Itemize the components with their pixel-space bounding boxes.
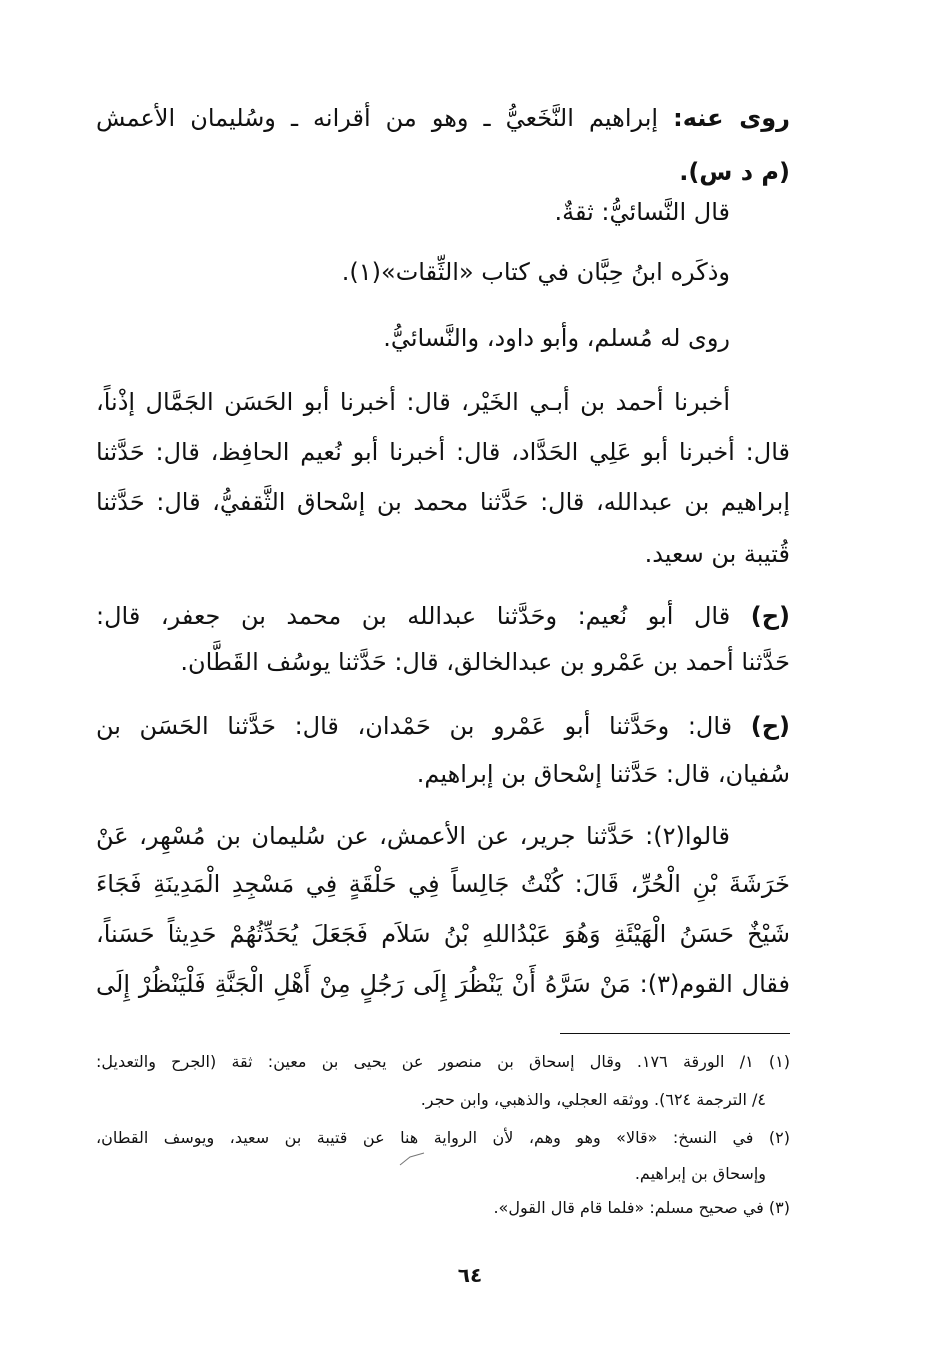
text-line-2: [679, 152, 790, 192]
page-number: ٦٤: [457, 1263, 483, 1287]
line-12-label: (ح): [750, 712, 790, 740]
line-15-text: خَرَشَةَ بْنِ الْحُرِّ، قَالَ: كُنْتُ جَالِساً فِي حَلْقَةٍ فِي مَسْجِدِ الْمَدِينَةِ فَجَاءَ: [96, 870, 790, 898]
pen-mark: [398, 1151, 426, 1167]
text-line-14: [96, 816, 730, 856]
line-2-label: (م د س).: [679, 158, 790, 186]
text-line-16: [96, 914, 790, 954]
text-line-15: [96, 864, 790, 904]
line-10-text: قال أبو نُعيم: وحَدَّثنا عبدالله بن محمد بن جعفر، قال:: [96, 602, 751, 630]
text-line-6: [96, 382, 730, 422]
footnote-3: (٣) في صحيح مسلم: «فلما قام قال القول».: [493, 1198, 790, 1217]
line-4-text: وذكَره ابنُ حِبَّان في كتاب «الثِّقات»(١).: [341, 258, 730, 286]
line-9-text: قُتيبة بن سعيد.: [644, 540, 790, 568]
text-line-5: [383, 318, 730, 358]
line-17-text: فقال القوم(٣): مَنْ سَرَّهُ أَنْ يَنْظُرَ إِلَى رَجُلٍ مِنْ أَهْلِ الْجَنَّةِ فَلْيَنْظُرْ إِلَى: [96, 970, 791, 998]
line-1-text: إبراهيم النَّخَعيُّ ـ وهو من أقرانه ـ وسُليمان الأعمش: [96, 104, 674, 132]
line-1-label: روى عنه:: [673, 104, 790, 132]
text-line-10: [96, 596, 790, 636]
text-line-3: [554, 192, 730, 232]
text-line-1: [96, 98, 790, 138]
footnote-2-line-2: وإسحاق بن إبراهيم.: [634, 1164, 766, 1183]
line-7-text: قال: أخبرنا أبو عَلِي الحَدَّاد، قال: أخبرنا أبو نُعيم الحافِظ، قال: حَدَّثنا: [96, 438, 790, 466]
line-8-text: إبراهيم بن عبدالله، قال: حَدَّثنا محمد بن إسْحاق الثَّقفيُّ، قال: حَدَّثنا: [96, 488, 790, 516]
line-13-text: سُفيان، قال: حَدَّثنا إسْحاق بن إبراهيم.: [416, 760, 790, 788]
text-line-8: [96, 482, 790, 522]
text-line-7: [96, 432, 790, 472]
line-12-text: قال: وحَدَّثنا أبو عَمْرو بن حَمْدان، قال: حَدَّثنا الحَسَن بن: [96, 712, 751, 740]
line-11-text: حَدَّثنا أحمد بن عَمْرو بن عبدالخالق، قال: حَدَّثنا يوسُف القَطَّان.: [180, 648, 790, 676]
line-10-label: (ح): [750, 602, 790, 630]
line-5-text: روى له مُسلم، وأبو داود، والنَّسائيُّ.: [383, 324, 730, 352]
text-line-9: [645, 534, 790, 574]
text-line-4: [342, 252, 730, 292]
text-line-11: [180, 642, 790, 682]
footnote-separator: [560, 1033, 790, 1034]
text-line-13: [417, 754, 790, 794]
footnote-1-line-1: (١) ١/ الورقة ١٧٦. وقال إسحاق بن منصور عن يحيى بن معين: ثقة (الجرح والتعديل:: [96, 1052, 791, 1071]
footnote-2-line-1: (٢) في النسخ: «قالا» وهو وهم، لأن الرواية هنا عن قتيبة بن سعيد، ويوسف القطان،: [96, 1128, 790, 1147]
line-14-text: قالوا(٢): حَدَّثنا جرير، عن الأعمش، عن سُليمان بن مُسْهِر، عَنْ: [96, 822, 730, 850]
footnote-1-line-2: ٤/ الترجمة ٦٢٤). ووثقه العجلي، والذهبي، وابن حجر.: [420, 1090, 766, 1109]
text-line-17: [96, 964, 790, 1004]
line-6-text: أخبرنا أحمد بن أبـي الخَيْر، قال: أخبرنا أبو الحَسَن الجَمَّال إذْناً،: [96, 388, 730, 416]
text-line-12: [96, 706, 790, 746]
line-3-text: قال النَّسائيُّ: ثقةٌ.: [554, 198, 730, 226]
line-16-text: شَيْخٌ حَسَنُ الْهَيْئَةِ وَهُوَ عَبْدُاللهِ بْنُ سَلاَم فَجَعَلَ يُحَدِّثُهُمْ حَدِيثاً حَسَناً،: [96, 920, 790, 948]
